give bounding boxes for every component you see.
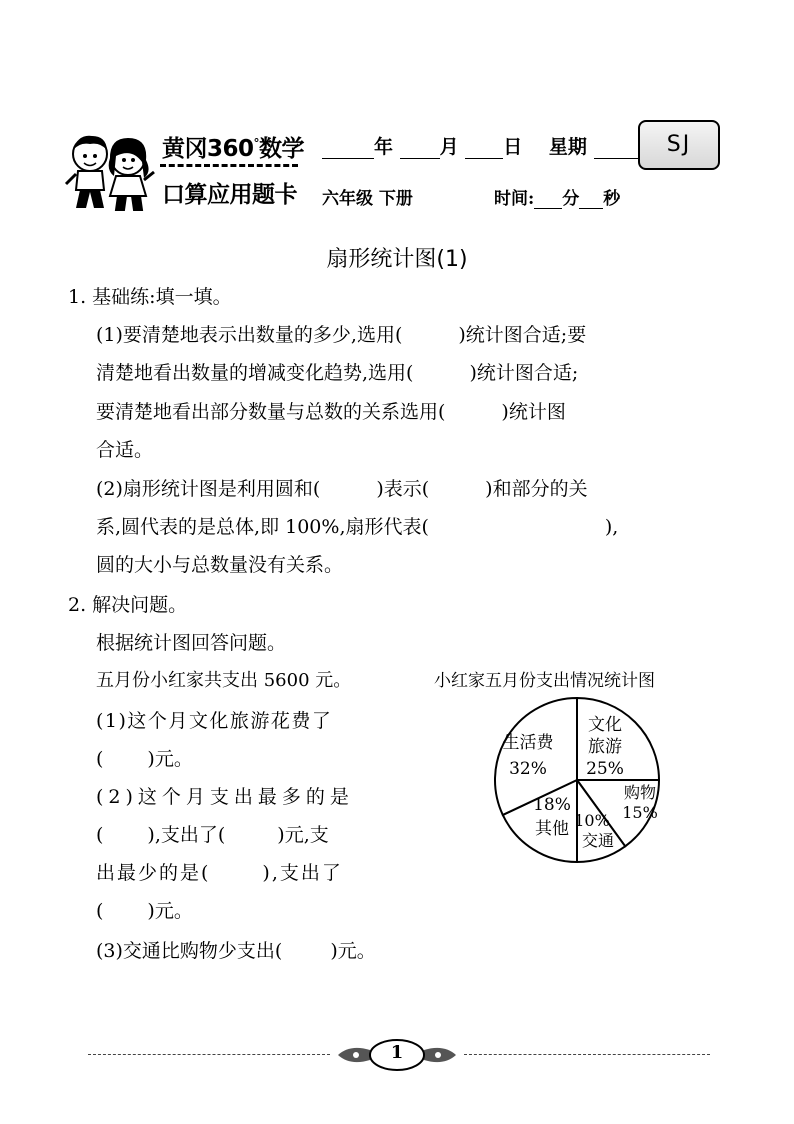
page-title: 扇形统计图(1) [326,247,468,272]
pie-slice-percent: 18% [533,795,571,815]
q1-heading: 1. 基础练:填一填。 [68,286,232,308]
day-blank[interactable] [465,138,503,159]
pie-slice-percent: 32% [509,759,547,779]
q2-heading: 2. 解决问题。 [68,594,188,616]
minute-blank[interactable] [534,188,562,209]
q2-s1-line1: (1)这个月文化旅游花费了 [96,710,333,732]
q1-p1-line2: 清楚地看出数量的增减变化趋势,选用( )统计图合适; [96,362,579,384]
pie-slice-label: 旅游 [588,737,622,757]
pie-slice-percent: 10% [574,811,610,830]
page-number: 1 [390,1042,404,1063]
pie-slice-label: 交通 [581,831,615,850]
q1-p2-line3: 圆的大小与总数量没有关系。 [96,554,344,576]
q1-p1-line3: 要清楚地看出部分数量与总数的关系选用( )统计图 [96,401,566,423]
q2-s2-line3: 出最少的是( ),支出了 [96,862,343,884]
brand-divider [160,164,298,167]
q2-s3: (3)交通比购物少支出( )元。 [96,940,376,962]
month-blank[interactable] [400,138,440,159]
footer-divider-right [464,1054,710,1055]
grade-label: 六年级 下册 [322,189,413,209]
chart-title: 小红家五月份支出情况统计图 [434,671,655,691]
date-fields: 年 月 日 星期 [322,132,638,159]
edition-badge: SJ [638,120,720,170]
pie-slice-label: 其他 [535,819,569,839]
pie-slice-label: 文化 [588,715,622,735]
q2-s2-line4: ( )元。 [96,900,193,922]
q2-s2-line1: (2)这个月支出最多的是 [96,786,354,808]
q1-p2-line2: 系,圆代表的是总体,即 100%,扇形代表( ), [96,516,619,538]
pie-slice-label: 生活费 [502,733,554,753]
q2-given: 五月份小红家共支出 5600 元。 [96,670,352,691]
time-fields: 时间: 分 秒 [494,189,621,209]
brand-title-top: 黄冈360°数学 [162,136,305,162]
q2-s1-line2: ( )元。 [96,748,193,770]
pie-slice-percent: 15% [622,803,658,822]
pie-slice-percent: 25% [586,759,624,779]
second-blank[interactable] [579,188,603,209]
year-blank[interactable] [322,138,374,159]
brand-title-bottom: 口算应用题卡 [162,182,297,208]
weekday-blank[interactable] [594,138,638,159]
expense-pie-chart [480,694,680,866]
q1-p1-line4: 合适。 [96,439,154,461]
kids-illustration [62,128,158,214]
pie-slice-label: 购物 [623,783,657,802]
q1-p2-line1: (2)扇形统计图是利用圆和( )表示( )和部分的关 [96,478,588,500]
footer-divider-left [88,1054,330,1055]
q2-intro: 根据统计图回答问题。 [96,632,287,654]
q2-s2-line2: ( ),支出了( )元,支 [96,824,329,846]
q1-p1-line1: (1)要清楚地表示出数量的多少,选用( )统计图合适;要 [96,324,587,346]
